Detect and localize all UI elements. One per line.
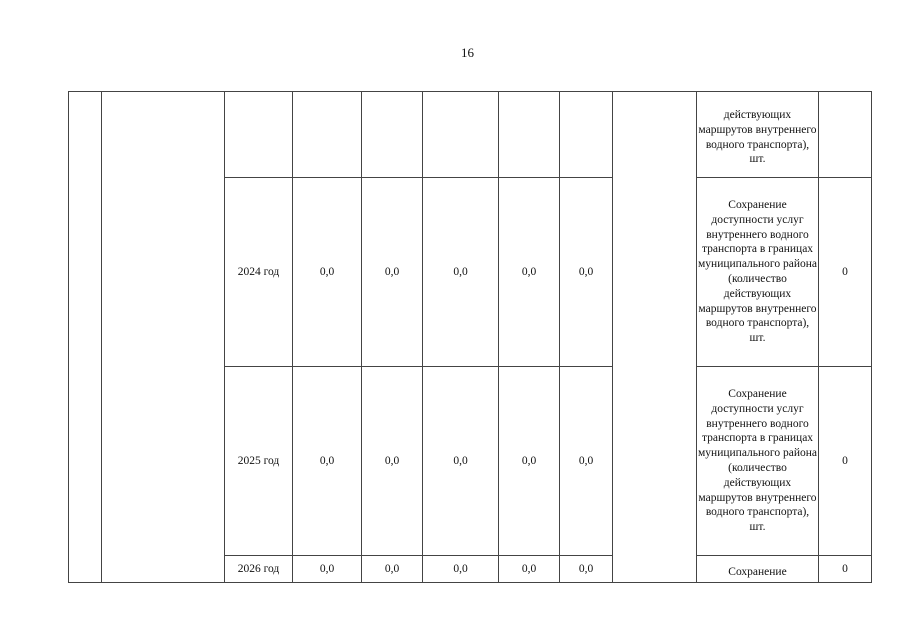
number-cell: [69, 92, 102, 583]
value-cell: 0,0: [423, 556, 499, 583]
value-cell: 0,0: [293, 556, 362, 583]
value-cell: 0,0: [362, 178, 423, 367]
value-cell: 0,0: [423, 367, 499, 556]
indicator-cell: Сохранение доступности услуг внутреннего водного транспорта в границах муниципального района (количество действующих маршрутов внутреннего водного транспорта), шт.: [697, 178, 819, 367]
program-table: [68, 91, 872, 583]
value-cell: 0,0: [499, 178, 560, 367]
activity-name-cell: [102, 92, 225, 583]
value-cell: 0,0: [293, 178, 362, 367]
indicator-cell: Сохранение: [697, 556, 819, 583]
executor-cell: [613, 92, 697, 583]
table-row: [69, 92, 872, 178]
value-cell: [499, 92, 560, 178]
value-cell: 0,0: [362, 556, 423, 583]
page-number: 16: [461, 45, 474, 60]
target-cell: 0: [819, 178, 872, 367]
value-cell: [362, 92, 423, 178]
target-cell: 0: [819, 367, 872, 556]
year-cell: 2025 год: [225, 367, 293, 556]
value-cell: 0,0: [560, 367, 613, 556]
value-cell: [423, 92, 499, 178]
value-cell: 0,0: [423, 178, 499, 367]
indicator-cell: Сохранение доступности услуг внутреннего водного транспорта в границах муниципального района (количество действующих маршрутов внутреннего водного транспорта), шт.: [697, 367, 819, 556]
year-cell: 2026 год: [225, 556, 293, 583]
value-cell: 0,0: [560, 556, 613, 583]
value-cell: 0,0: [499, 556, 560, 583]
year-cell: [225, 92, 293, 178]
year-cell: 2024 год: [225, 178, 293, 367]
value-cell: 0,0: [293, 367, 362, 556]
indicator-cell: действующих маршрутов внутреннего водного транспорта), шт.: [697, 92, 819, 178]
value-cell: 0,0: [560, 178, 613, 367]
value-cell: 0,0: [362, 367, 423, 556]
target-cell: [819, 92, 872, 178]
target-cell: 0: [819, 556, 872, 583]
value-cell: 0,0: [499, 367, 560, 556]
value-cell: [560, 92, 613, 178]
value-cell: [293, 92, 362, 178]
